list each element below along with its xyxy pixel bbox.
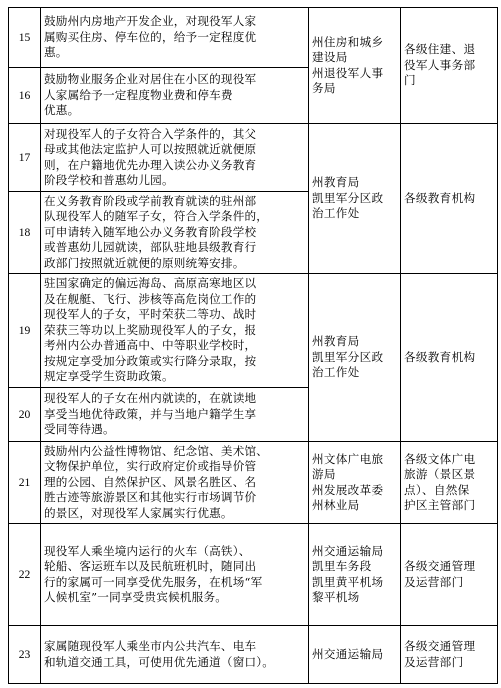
table-row	[9, 524, 498, 626]
policy-content: 现役军人的子女在州内就读的，在就读地 享受当地优待政策，并与当地户籍学生享 受同等待遇。	[41, 388, 309, 442]
policy-content: 鼓励州内房地产开发企业，对现役军人家 属购买住房、停车位的，给予一定程度优 惠。	[41, 8, 309, 68]
policy-content: 驻国家确定的偏远海岛、高原高寒地区以 及在舰艇、飞行、涉核等高危岗位工作的 现役军人的子女，平时荣获二等功、战时 荣获三等功以上奖励现役军人的子女，报 考州内公办普通高中、中等职业学校时， 按规定享受加分政策或实行降分录取，按 规定享受学生资助政策。	[41, 274, 309, 388]
row-number: 17	[9, 124, 41, 192]
row-number: 20	[9, 388, 41, 442]
row-number: 22	[9, 524, 41, 626]
responsible-units: 各级交通管理 及运营部门	[401, 626, 498, 684]
row-number: 15	[9, 8, 41, 68]
policy-content: 对现役军人的子女符合入学条件的，其父 母或其他法定监护人可以按照就近就便原 则，在户籍地优先办理入读公办义务教育 阶段学校和普惠幼儿园。	[41, 124, 309, 192]
policy-table	[8, 7, 498, 684]
row-number: 23	[9, 626, 41, 684]
policy-content: 家属随现役军人乘坐市内公共汽车、电车 和轨道交通工具，可使用优先通道（窗口）。	[41, 626, 309, 684]
row-number: 21	[9, 442, 41, 524]
lead-department: 州教育局 凯里军分区政 治工作处	[309, 274, 401, 442]
responsible-units: 各级文体广电 旅游（景区景 点）、自然保 护区主管部门	[401, 442, 498, 524]
table-row	[9, 8, 498, 68]
lead-department: 州文体广电旅 游局 州发展改革委 州林业局	[309, 442, 401, 524]
policy-content: 在义务教育阶段或学前教育就读的驻州部 队现役军人的随军子女，符合入学条件的， 可申请转入随军地公办义务教育阶段学校 或普惠幼儿园就读，部队驻地县级教育行 政部门按照就近就便的原则统筹安排。	[41, 192, 309, 274]
table-row	[9, 274, 498, 388]
responsible-units: 各级教育机构	[401, 274, 498, 442]
responsible-units: 各级住建、退 役军人事务部 门	[401, 8, 498, 124]
row-number: 18	[9, 192, 41, 274]
lead-department: 州住房和城乡 建设局 州退役军人事 务局	[309, 8, 401, 124]
lead-department: 州教育局 凯里军分区政 治工作处	[309, 124, 401, 274]
policy-content: 鼓励州内公益性博物馆、纪念馆、美术馆、 文物保护单位，实行政府定价或指导价管 理的公园、自然保护区、风景名胜区、名 胜古迹等旅游景区和其他实行市场调节价 的景区，对现役军人家属实行优惠。	[41, 442, 309, 524]
responsible-units: 各级教育机构	[401, 124, 498, 274]
row-number: 16	[9, 68, 41, 124]
policy-content: 现役军人乘坐境内运行的火车（高铁）、 轮船、客运班车以及民航班机时，随同出 行的家属可一同享受优先服务，在机场“军 人候机室”一同享受贵宾候机服务。	[41, 524, 309, 626]
table-row	[9, 124, 498, 192]
lead-department: 州交通运输局	[309, 626, 401, 684]
row-number: 19	[9, 274, 41, 388]
table-row	[9, 626, 498, 684]
lead-department: 州交通运输局 凯里车务段 凯里黄平机场 黎平机场	[309, 524, 401, 626]
policy-content: 鼓励物业服务企业对居住在小区的现役军 人家属给予一定程度物业费和停车费 优惠。	[41, 68, 309, 124]
table-row	[9, 442, 498, 524]
responsible-units: 各级交通管理 及运营部门	[401, 524, 498, 626]
